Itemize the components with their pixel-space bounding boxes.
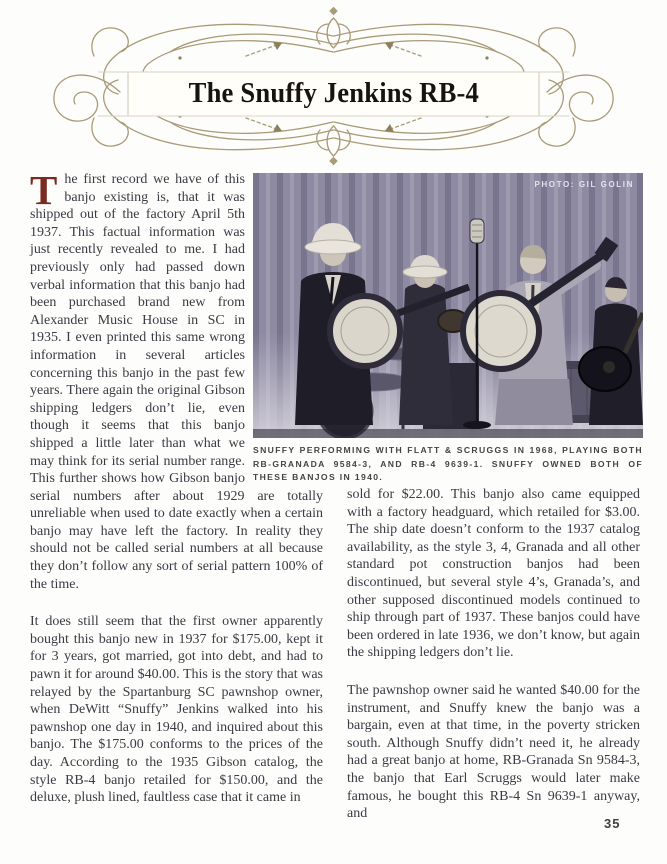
photo-figure xyxy=(253,173,643,485)
right-column xyxy=(347,486,640,823)
paragraph-4: The pawnshop owner said he wanted $40.00 for the instrument, and Snuffy knew the banjo was a bargain, even at that time, in the poverty stricken south. Although Snuffy didn’t need it, he already had a great banjo at home, RB-Granada Sn 9584-3, the banjo that Earl Scruggs would later make famous, he bought this RB-4 Sn 9639-1 anyway, and xyxy=(347,682,640,822)
paragraph-1-text: he first record we have of this banjo existing is, that it was shipped out of the factory April 5th 1937. This factual information was just recently revealed to me. I had previously only had passed down verbal information that this banjo had been purchased brand new from Alexander Music House in SC in 1935. I even printed this same wrong information in several articles concerning this banjo in the past few years. There again the original Gibson shipping ledgers don’t lie, even though it seems that this banjo shipped a little later than what we may think for its serial number range. This further shows how Gibson banjo serial numbers after about 1929 are totally unreliable when used to date exactly when a certain banjo may have left the factory. In reality they should not be called serial numbers at all because they don’t follow any sort of serial pattern 100% of the time. xyxy=(30,172,323,592)
band-photo-graphic xyxy=(253,173,643,438)
page-title: The Snuffy Jenkins RB-4 xyxy=(188,78,479,109)
paragraph-3: sold for $22.00. This banjo also came equipped with a factory headguard, which retailed for $3.00. The ship date doesn’t conform to the 1937 catalog availability, as the style 3, 4, Granada and all other standard pot construction banjos had been discontinued, but several style 4’s, Granada’s, and other supposed discontinued models continued to ship through part of 1937. These banjos could have been ordered in late 1936, we don’t know, but again the shipping ledgers don’t lie. xyxy=(347,487,640,661)
photo-caption: SNUFFY PERFORMING WITH FLATT & SCRUGGS IN 1968, PLAYING BOTH RB-GRANADA 9584-3, AND RB-4 9639-1. SNUFFY OWNED BOTH OF THESE BANJOS IN 1940. xyxy=(253,445,643,482)
band-photo xyxy=(253,173,643,438)
banjo xyxy=(463,293,539,369)
drop-cap: T xyxy=(30,167,58,213)
page-number: 35 xyxy=(604,816,621,831)
title-banner xyxy=(128,72,539,116)
paragraph-2: It does still seem that the first owner apparently bought this banjo new in 1937 for $175.00, kept it for 3 years, got married, got into debt, and had to pawn it for around $40.00. This is the story that was relayed by the Spartanburg SC pawnshop owner, when DeWitt “Snuffy” Jenkins walked into his pawnshop one day in 1940, and inquired about this banjo. The $175.00 conforms to the prices of the day. According to the 1935 Gibson catalog, the style RB-4 banjo retailed for $150.00, and the deluxe, plush lined, faultless case that it came in xyxy=(30,614,323,806)
photo-credit: PHOTO: GIL GOLIN xyxy=(534,180,634,189)
